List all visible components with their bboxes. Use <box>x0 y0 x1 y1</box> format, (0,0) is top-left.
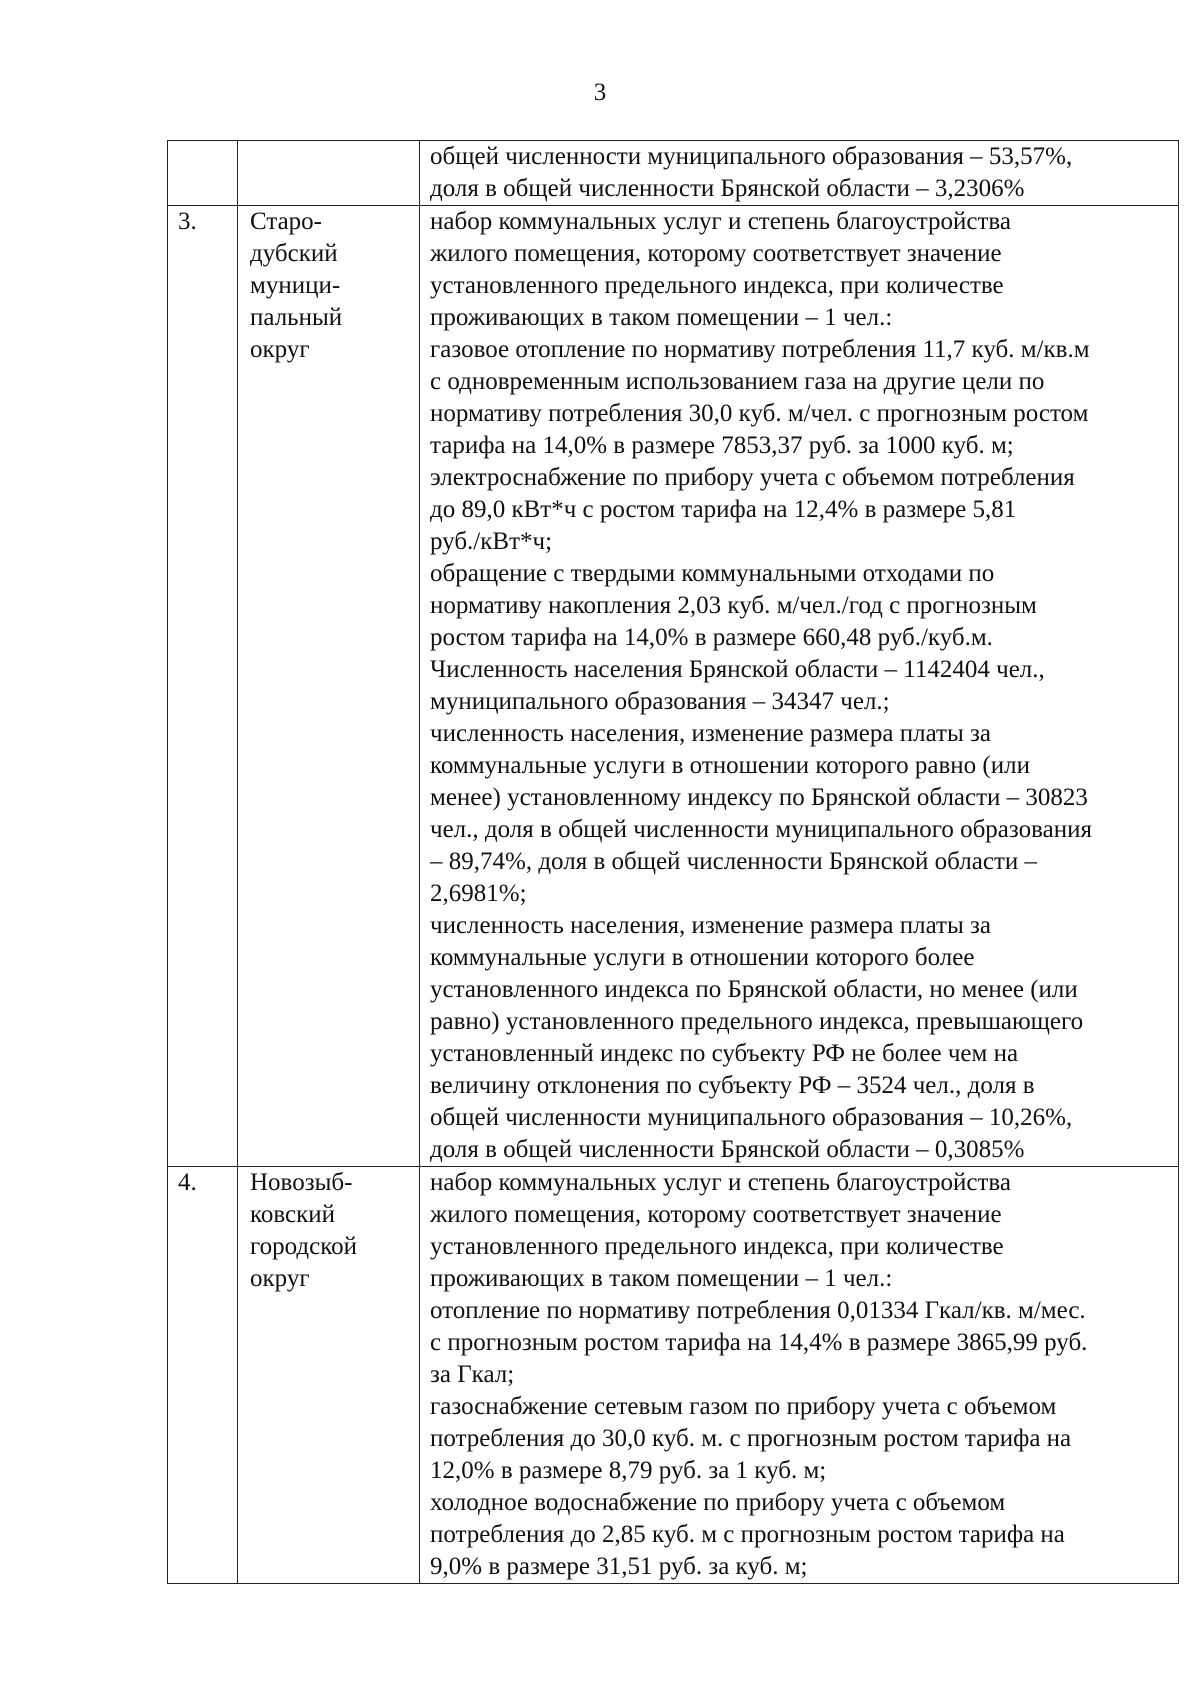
description-line: набор коммунальных услуг и степень благоустройства <box>430 208 1011 235</box>
description-line: установленного предельного индекса, при количестве <box>430 272 1004 299</box>
description-line: численность населения, изменение размера платы за <box>430 720 991 747</box>
description-line: – 89,74%, доля в общей численности Брянской области – <box>430 848 1037 875</box>
description-line: чел., доля в общей численности муниципального образования <box>430 816 1092 843</box>
district-name-cell <box>238 1167 420 1584</box>
description-line: газовое отопление по нормативу потребления 11,7 куб. м/кв.м <box>430 336 1090 363</box>
description-cell <box>420 206 1179 1167</box>
district-name-line: Новозыб- <box>250 1169 353 1196</box>
row-number: 4. <box>178 1169 197 1196</box>
row-number: 3. <box>178 208 197 235</box>
description-line: с прогнозным ростом тарифа на 14,4% в размере 3865,99 руб. <box>430 1329 1088 1356</box>
description-line: холодное водоснабжение по прибору учета с объемом <box>430 1489 1006 1516</box>
description-line: 2,6981%; <box>430 880 527 907</box>
description-text <box>420 1167 1178 1583</box>
description-text <box>420 206 1178 1166</box>
description-line: установленный индекс по субъекту РФ не более чем на <box>430 1040 1019 1067</box>
description-line: общей численности муниципального образования – 10,26%, <box>430 1104 1073 1131</box>
description-line: электроснабжение по прибору учета с объемом потребления <box>430 464 1075 491</box>
description-line: доля в общей численности Брянской области – 3,2306% <box>430 175 1025 202</box>
district-name-line: пальный <box>250 304 343 331</box>
row-number-cell <box>168 141 238 206</box>
description-line: обращение с твердыми коммунальными отходами по <box>430 560 995 587</box>
description-line: потребления до 2,85 куб. м с прогнозным ростом тарифа на <box>430 1521 1065 1548</box>
description-text <box>420 141 1178 205</box>
table-row <box>168 206 1179 1167</box>
description-line: доля в общей численности Брянской области – 0,3085% <box>430 1136 1025 1163</box>
description-line: за Гкал; <box>430 1361 515 1388</box>
district-name-line: дубский <box>250 240 338 267</box>
description-line: установленного индекса по Брянской области, но менее (или <box>430 976 1078 1003</box>
description-line: до 89,0 кВт*ч с ростом тарифа на 12,4% в размере 5,81 <box>430 496 1017 523</box>
description-line: общей численности муниципального образования – 53,57%, <box>430 143 1073 170</box>
description-line: коммунальные услуги в отношении которого равно (или <box>430 752 1030 779</box>
description-line: потребления до 30,0 куб. м. с прогнозным ростом тарифа на <box>430 1425 1072 1452</box>
description-line: тарифа на 14,0% в размере 7853,37 руб. за 1000 куб. м; <box>430 432 1014 459</box>
description-line: 12,0% в размере 8,79 руб. за 1 куб. м; <box>430 1457 827 1484</box>
description-line: менее) установленному индексу по Брянской области – 30823 <box>430 784 1088 811</box>
tariff-table <box>167 140 1179 1584</box>
district-name-line: муници- <box>250 272 341 299</box>
district-name-cell <box>238 141 420 206</box>
description-line: руб./кВт*ч; <box>430 528 553 555</box>
description-line: отопление по нормативу потребления 0,01334 Гкал/кв. м/мес. <box>430 1297 1086 1324</box>
description-line: жилого помещения, которому соответствует значение <box>430 240 1002 267</box>
district-name-line: округ <box>250 1265 310 1292</box>
table-row <box>168 141 1179 206</box>
district-name-line: Старо- <box>250 208 322 235</box>
district-name-cell <box>238 206 420 1167</box>
district-name-line: городской <box>250 1233 357 1260</box>
description-line: численность населения, изменение размера платы за <box>430 912 991 939</box>
description-line: проживающих в таком помещении – 1 чел.: <box>430 1265 893 1292</box>
district-name-line: округ <box>250 336 310 363</box>
description-line: нормативу накопления 2,03 куб. м/чел./год с прогнозным <box>430 592 1037 619</box>
description-line: Численность населения Брянской области – 1142404 чел., <box>430 656 1045 683</box>
description-line: коммунальные услуги в отношении которого более <box>430 944 975 971</box>
description-line: проживающих в таком помещении – 1 чел.: <box>430 304 893 331</box>
description-line: газоснабжение сетевым газом по прибору учета с объемом <box>430 1393 1057 1420</box>
table-row <box>168 1167 1179 1584</box>
description-line: нормативу потребления 30,0 куб. м/чел. с прогнозным ростом <box>430 400 1089 427</box>
description-line: набор коммунальных услуг и степень благоустройства <box>430 1169 1011 1196</box>
description-line: величину отклонения по субъекту РФ – 3524 чел., доля в <box>430 1072 1035 1099</box>
description-line: с одновременным использованием газа на другие цели по <box>430 368 1045 395</box>
description-cell <box>420 141 1179 206</box>
district-name <box>238 1167 419 1295</box>
row-number-cell <box>168 206 238 1167</box>
page-number: 3 <box>593 79 607 106</box>
description-line: жилого помещения, которому соответствует значение <box>430 1201 1002 1228</box>
row-number-cell <box>168 1167 238 1584</box>
district-name-line: ковский <box>250 1201 336 1228</box>
description-line: ростом тарифа на 14,0% в размере 660,48 руб./куб.м. <box>430 624 993 651</box>
description-line: 9,0% в размере 31,51 руб. за куб. м; <box>430 1553 808 1580</box>
description-line: муниципального образования – 34347 чел.; <box>430 688 890 715</box>
description-line: равно) установленного предельного индекса, превышающего <box>430 1008 1084 1035</box>
description-line: установленного предельного индекса, при количестве <box>430 1233 1004 1260</box>
district-name <box>238 206 419 366</box>
description-cell <box>420 1167 1179 1584</box>
